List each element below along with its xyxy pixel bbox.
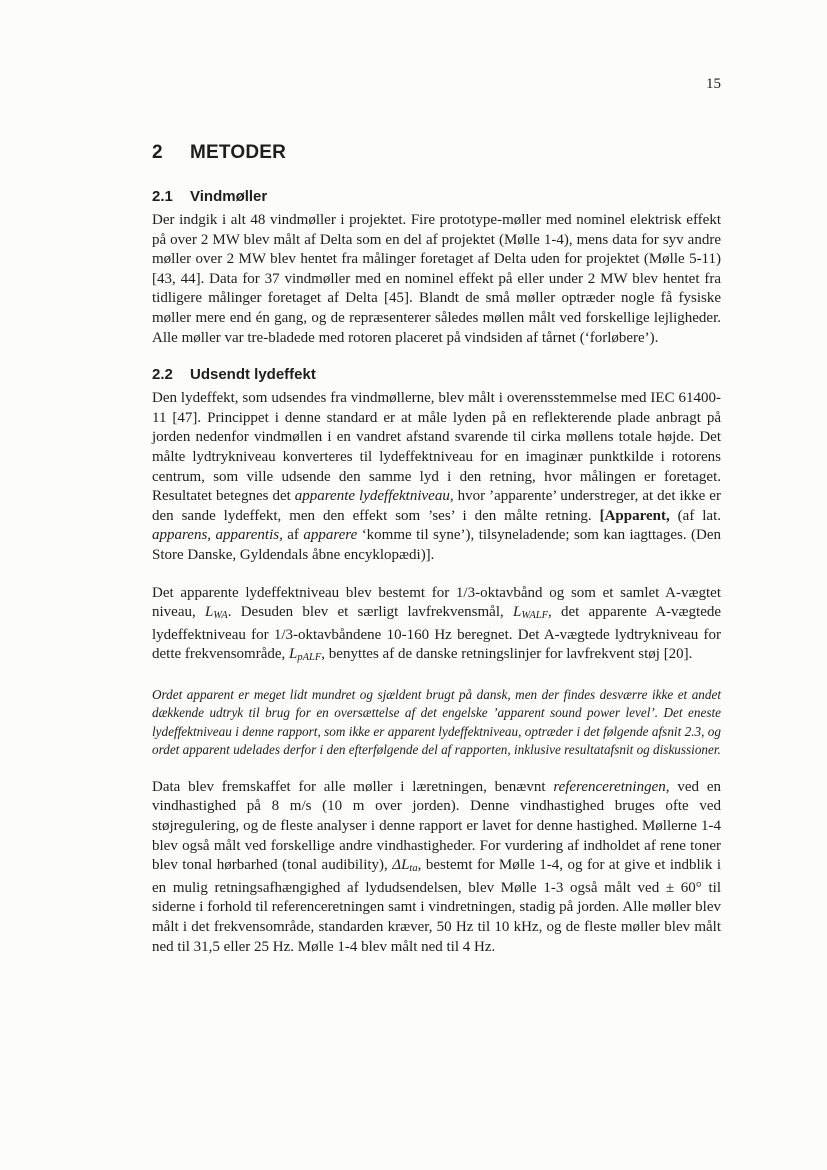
text-run: af (282, 527, 304, 544)
italic-note: Ordet apparent er meget lidt mundret og sjældent brugt på dansk, men der findes desværre ikke et andet dækkende udtryk til brug for en oversættelse af det engelske ’apparent sound power level’. Det eneste lydeffektniveau i denne rapport, som ikke er apparent lydeffektniveau, optræder i det følgende afsnit 2.3, og ordet apparent udelades derfor i den efterfølgende del af rapporten, inklusive resultatafsnit og diskussioner. (152, 686, 721, 758)
text-run: ‘komme til syne’), tilsyneladende; som kan iagttages. (Den Store Danske, Gyldendals åbne encyklopædi)]. (152, 527, 721, 563)
text-run: Den lydeffekt, som udsendes fra vindmøllerne, blev målt i overensstemmelse med IEC 61400-11 [47]. Princippet i denne standard er at måle lyden på en reflekterende plade anbragt på jorden nedenfor vindmøllen i en vandret afstand svarende til cirka møllens totale højde. Det målte lydtrykniveau konverteres til lydeffektniveau for en imaginær punktkilde i rotorens centrum, som ville udsende den samme lyd i den retning, hvor målingen er foretaget. Resultatet betegnes det (152, 390, 721, 505)
section-heading-udsendt-lydeffekt (152, 366, 721, 383)
text-run: . Desuden blev et særligt lavfrekvensmål, (227, 604, 513, 621)
section-number: 2.2 (152, 366, 173, 384)
symbol-delta-lta: ΔLta (392, 857, 418, 875)
paragraph-lydeffektniveau (152, 584, 721, 668)
term-apparente-lydeffektniveau: apparente lydeffektniveau, (294, 488, 454, 505)
term-referenceretningen: referenceretningen, (553, 778, 670, 795)
text-run: (af lat. (669, 507, 722, 524)
symbol-lwa: LWA (204, 604, 228, 622)
text-run: Data blev fremskaffet for alle møller i læretningen, benævnt (152, 778, 554, 795)
text-run: , bestemt for Mølle 1-4, og for at give et indblik i en mulig retningsafhængighed af lydudsendelsen, blev Mølle 1-3 også målt ved ± 60° til siderne i forhold til referenceretningen samt i vindretningen, stadig på jorden. Alle møller blev målt i det frekvensområde, standarden kræver, 50 Hz til 10 kHz, og de fleste møller blev målt ned til 31,5 eller 25 Hz. Mølle 1-4 blev målt ned til 4 Hz. (152, 857, 721, 955)
section-number: 2.1 (152, 188, 173, 205)
section-heading-vindmoller (152, 188, 721, 205)
paragraph-vindmoller: Der indgik i alt 48 vindmøller i projektet. Fire prototype-møller med nominel elektrisk effekt på over 2 MW blev målt af Delta som en del af projektet (Mølle 1-4), mens data for syv andre møller over 2 MW blev hentet fra målinger foretaget af Delta uden for projektet (Mølle 5-11) [43, 44]. Data for 37 vindmøller med en nominel effekt på eller under 2 MW blev hentet fra tidligere målinger foretaget af Delta [45]. Blandt de små møller optræder nogle få fysiske møller mere end én gang, og de repræsenterer således møllen målt ved forskellige lejligheder. Alle møller var tre-bladede med rotoren placeret på vindsiden af tårnet (‘forløbere’). (152, 212, 721, 346)
text-run: ved en vindhastighed på 8 m/s (10 m over jorden). Denne vindhastighed bruges ofte ved støjregulering, og de fleste analyser i denne rapport er lavet for denne hastighed. Møllerne 1-4 blev også målt ved forskellige andre vindhastigheder. For vurdering af indholdet af rene toner blev tonal hørbarhed (tonal audibility), (152, 778, 721, 874)
term-apparere: apparere (303, 527, 358, 544)
section-title: Udsendt lydeffekt (190, 366, 316, 384)
page-content (152, 142, 721, 957)
chapter-heading (152, 142, 721, 164)
symbol-lpalf: LpALF (289, 646, 322, 664)
page-number: 15 (706, 76, 721, 92)
term-apparent: [Apparent, (599, 507, 670, 524)
text-run: , benyttes af de danske retningslinjer for lavfrekvent støj [20]. (321, 646, 693, 663)
term-apparens: apparens, apparentis, (152, 527, 283, 544)
chapter-title: METODER (190, 142, 287, 163)
text-run: hvor ’apparente’ understreger, at det ikke er den sande lydeffekt, men den effekt som ’ses’ i den målte retning. (152, 488, 721, 524)
paragraph-lydeffekt-intro (152, 389, 721, 565)
chapter-number: 2 (152, 142, 163, 163)
symbol-lwalf: LWALF (512, 604, 548, 622)
text-run: Det apparente lydeffektniveau blev bestemt for 1/3-oktavbånd og som et samlet A-vægtet niveau, (152, 584, 721, 621)
paragraph-referenceretning (152, 778, 721, 957)
text-run: , det apparente A-vægtede lydeffektniveau for 1/3-oktavbåndene 10-160 Hz beregnet. Det A-vægtede lydtrykniveau for dette frekvensområde, (152, 604, 722, 663)
section-title: Vindmøller (190, 188, 268, 205)
